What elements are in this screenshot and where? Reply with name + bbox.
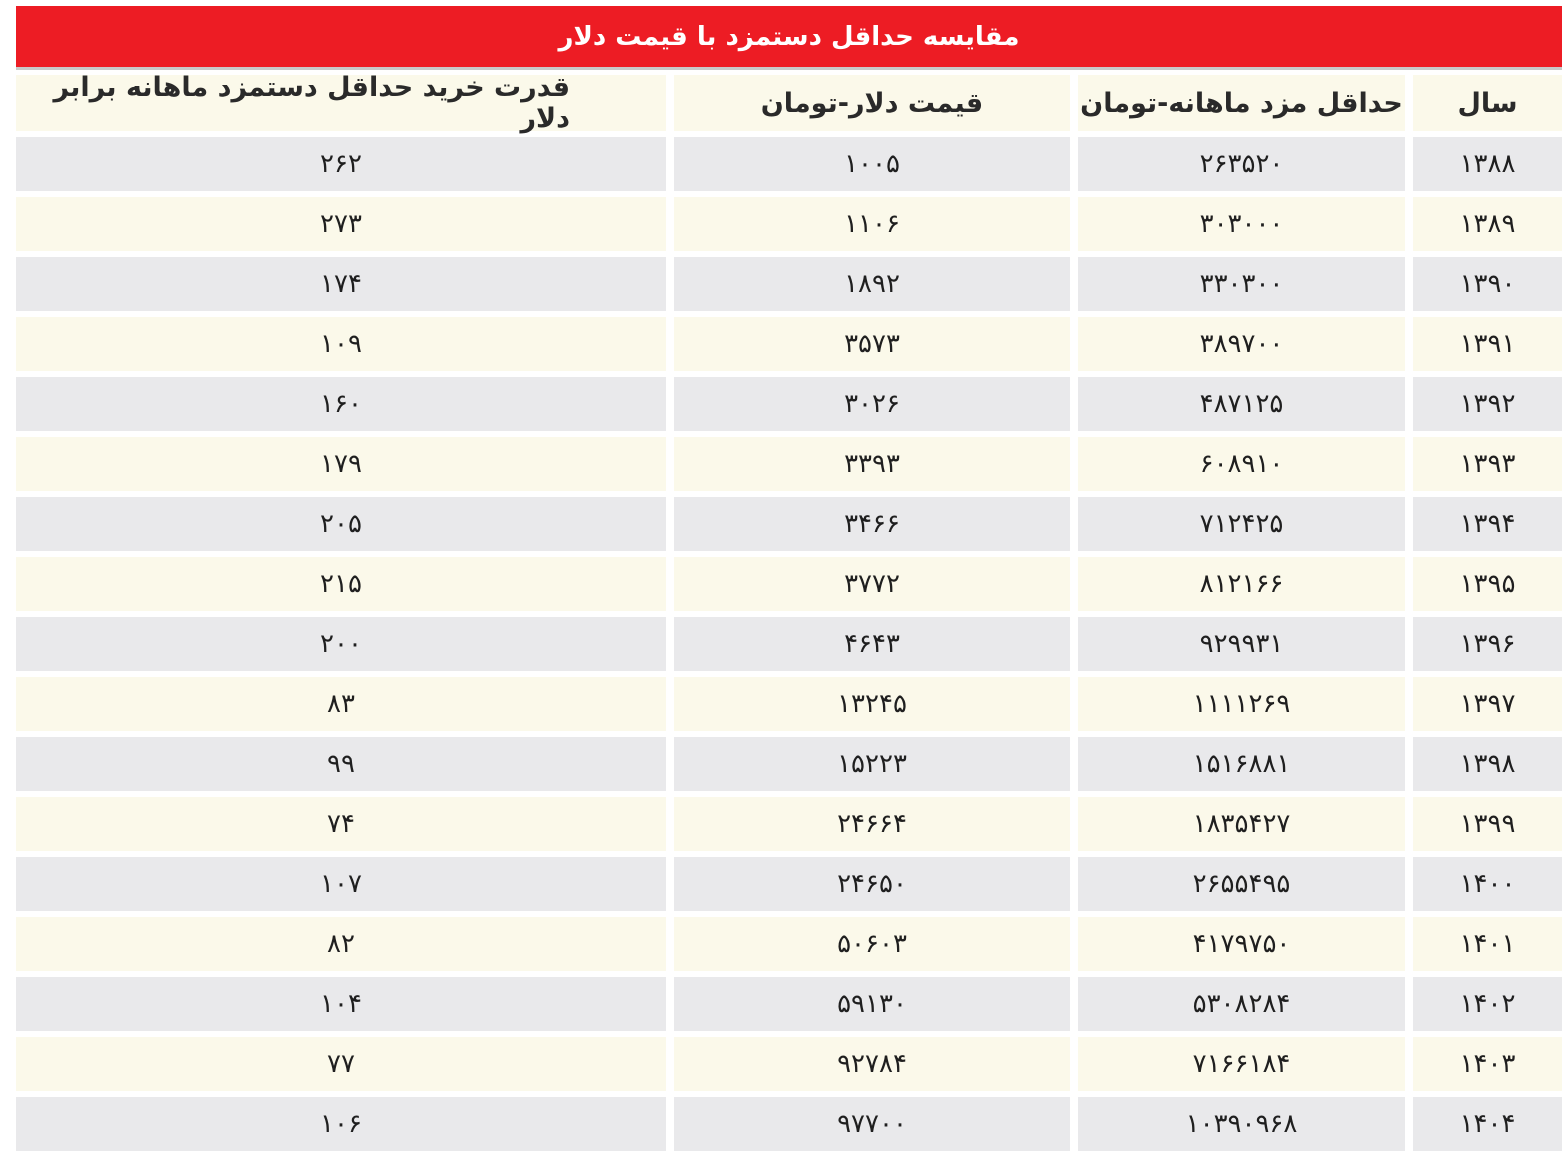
cell-dollar: ۲۴۶۵۰ <box>674 857 1070 911</box>
cell-wage: ۳۸۹۷۰۰ <box>1078 317 1405 371</box>
cell-dollar: ۱۵۲۲۳ <box>674 737 1070 791</box>
cell-dollar: ۳۰۲۶ <box>674 377 1070 431</box>
cell-power: ۲۱۵ <box>16 557 666 611</box>
cell-power: ۲۷۳ <box>16 197 666 251</box>
table-row <box>16 617 1562 671</box>
cell-power: ۲۰۰ <box>16 617 666 671</box>
cell-wage: ۱۵۱۶۸۸۱ <box>1078 737 1405 791</box>
cell-year: ۱۳۹۵ <box>1413 557 1562 611</box>
cell-power: ۸۲ <box>16 917 666 971</box>
cell-wage: ۲۶۳۵۲۰ <box>1078 137 1405 191</box>
cell-dollar: ۱۸۹۲ <box>674 257 1070 311</box>
cell-wage: ۸۱۲۱۶۶ <box>1078 557 1405 611</box>
header-power: قدرت خرید حداقل دستمزد ماهانه برابر دلار <box>16 75 666 131</box>
cell-dollar: ۱۳۲۴۵ <box>674 677 1070 731</box>
cell-power: ۹۹ <box>16 737 666 791</box>
table-row <box>16 1037 1562 1091</box>
cell-power: ۱۷۹ <box>16 437 666 491</box>
table-title: مقایسه حداقل دستمزد با قیمت دلار <box>16 6 1562 70</box>
cell-year: ۱۳۸۹ <box>1413 197 1562 251</box>
cell-power: ۱۰۶ <box>16 1097 666 1151</box>
cell-dollar: ۳۵۷۳ <box>674 317 1070 371</box>
cell-dollar: ۲۴۶۶۴ <box>674 797 1070 851</box>
table-body <box>16 137 1562 1151</box>
wage-dollar-table <box>16 6 1562 1166</box>
cell-dollar: ۹۷۷۰۰ <box>674 1097 1070 1151</box>
cell-power: ۱۷۴ <box>16 257 666 311</box>
cell-power: ۲۰۵ <box>16 497 666 551</box>
cell-wage: ۱۱۱۱۲۶۹ <box>1078 677 1405 731</box>
cell-year: ۱۴۰۲ <box>1413 977 1562 1031</box>
cell-wage: ۷۱۶۶۱۸۴ <box>1078 1037 1405 1091</box>
cell-year: ۱۴۰۰ <box>1413 857 1562 911</box>
header-dollar: قیمت دلار-تومان <box>674 75 1070 131</box>
cell-year: ۱۴۰۱ <box>1413 917 1562 971</box>
cell-year: ۱۴۰۴ <box>1413 1097 1562 1151</box>
cell-wage: ۶۰۸۹۱۰ <box>1078 437 1405 491</box>
cell-dollar: ۵۰۶۰۳ <box>674 917 1070 971</box>
cell-year: ۱۳۹۱ <box>1413 317 1562 371</box>
cell-year: ۱۳۹۲ <box>1413 377 1562 431</box>
cell-dollar: ۱۰۰۵ <box>674 137 1070 191</box>
cell-wage: ۵۳۰۸۲۸۴ <box>1078 977 1405 1031</box>
cell-power: ۲۶۲ <box>16 137 666 191</box>
cell-year: ۱۳۹۸ <box>1413 737 1562 791</box>
cell-dollar: ۳۴۶۶ <box>674 497 1070 551</box>
cell-wage: ۱۸۳۵۴۲۷ <box>1078 797 1405 851</box>
cell-power: ۸۳ <box>16 677 666 731</box>
table-row <box>16 857 1562 911</box>
cell-power: ۱۰۹ <box>16 317 666 371</box>
table-row <box>16 137 1562 191</box>
cell-wage: ۲۶۵۵۴۹۵ <box>1078 857 1405 911</box>
cell-year: ۱۳۹۹ <box>1413 797 1562 851</box>
cell-wage: ۷۱۲۴۲۵ <box>1078 497 1405 551</box>
table-row <box>16 977 1562 1031</box>
table-row <box>16 917 1562 971</box>
cell-year: ۱۳۸۸ <box>1413 137 1562 191</box>
cell-power: ۱۰۷ <box>16 857 666 911</box>
table-row <box>16 317 1562 371</box>
table-row <box>16 557 1562 611</box>
table-row <box>16 1097 1562 1151</box>
cell-year: ۱۳۹۳ <box>1413 437 1562 491</box>
cell-dollar: ۱۱۰۶ <box>674 197 1070 251</box>
table-row <box>16 197 1562 251</box>
cell-wage: ۳۰۳۰۰۰ <box>1078 197 1405 251</box>
cell-wage: ۴۸۷۱۲۵ <box>1078 377 1405 431</box>
table-row <box>16 257 1562 311</box>
cell-power: ۱۰۴ <box>16 977 666 1031</box>
cell-power: ۷۴ <box>16 797 666 851</box>
cell-year: ۱۳۹۰ <box>1413 257 1562 311</box>
table-row <box>16 737 1562 791</box>
cell-wage: ۹۲۹۹۳۱ <box>1078 617 1405 671</box>
table-row <box>16 797 1562 851</box>
cell-dollar: ۵۹۱۳۰ <box>674 977 1070 1031</box>
cell-power: ۱۶۰ <box>16 377 666 431</box>
cell-wage: ۱۰۳۹۰۹۶۸ <box>1078 1097 1405 1151</box>
cell-dollar: ۹۲۷۸۴ <box>674 1037 1070 1091</box>
table-row <box>16 437 1562 491</box>
cell-power: ۷۷ <box>16 1037 666 1091</box>
table-header-row <box>16 72 1562 134</box>
table-row <box>16 677 1562 731</box>
header-year: سال <box>1413 75 1562 131</box>
cell-year: ۱۳۹۷ <box>1413 677 1562 731</box>
cell-dollar: ۳۷۷۲ <box>674 557 1070 611</box>
cell-year: ۱۳۹۴ <box>1413 497 1562 551</box>
header-wage: حداقل مزد ماهانه-تومان <box>1078 75 1405 131</box>
cell-year: ۱۳۹۶ <box>1413 617 1562 671</box>
cell-year: ۱۴۰۳ <box>1413 1037 1562 1091</box>
cell-wage: ۴۱۷۹۷۵۰ <box>1078 917 1405 971</box>
cell-dollar: ۴۶۴۳ <box>674 617 1070 671</box>
cell-dollar: ۳۳۹۳ <box>674 437 1070 491</box>
table-row <box>16 497 1562 551</box>
table-row <box>16 377 1562 431</box>
cell-wage: ۳۳۰۳۰۰ <box>1078 257 1405 311</box>
